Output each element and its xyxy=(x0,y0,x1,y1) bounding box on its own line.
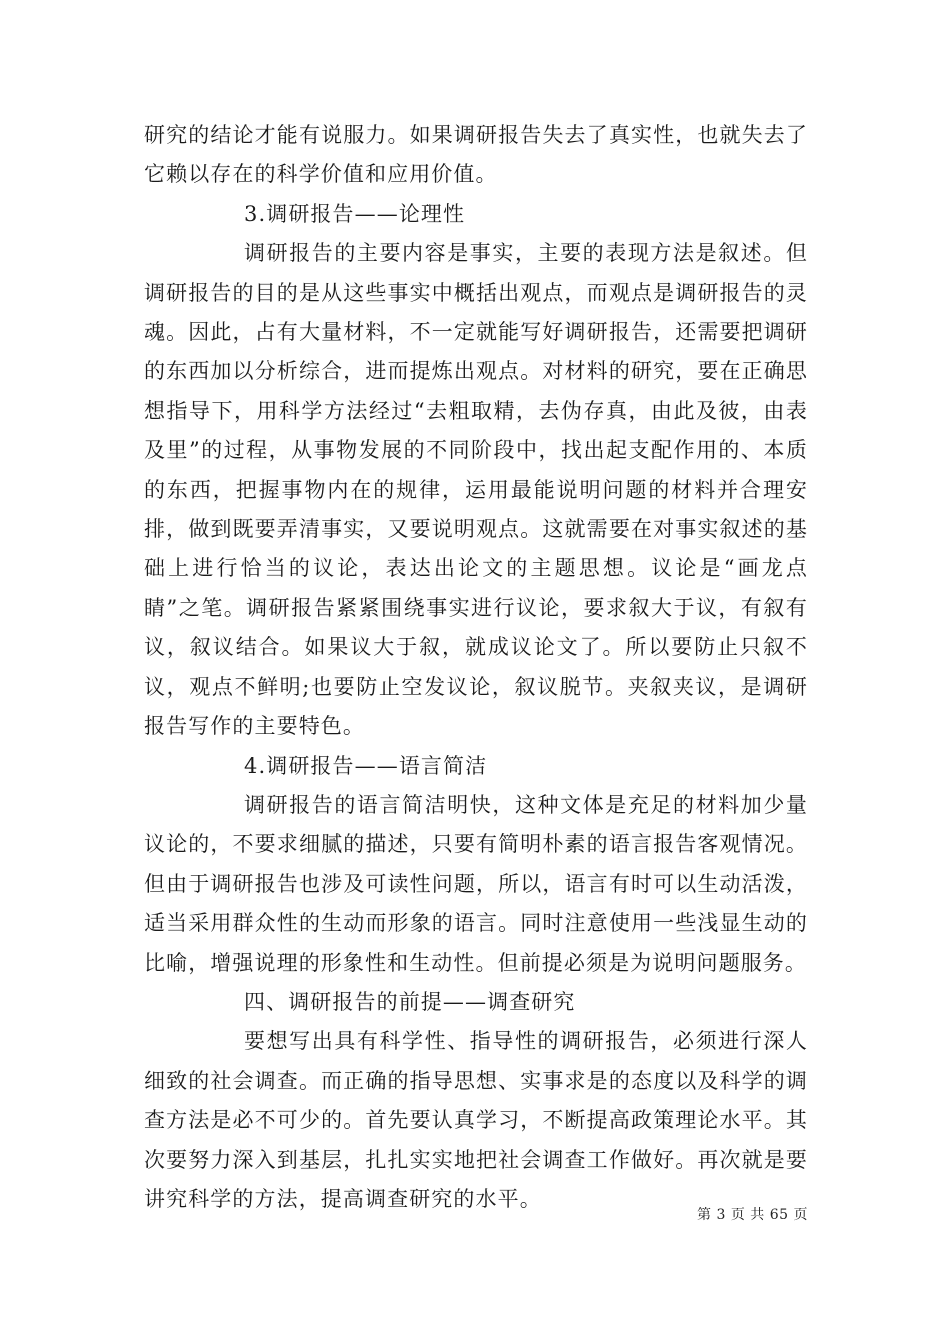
page-number: 第 3 页 共 65 页 xyxy=(697,1207,808,1223)
section-heading-3: 3.调研报告——论理性 xyxy=(244,201,466,226)
paragraph-language: 调研报告的语言简洁明快，这种文体是充足的材料加少量议论的，不要求细腻的描述，只要有简明朴素的语言报告客观情况。但由于调研报告也涉及可读性问题，所以，语言有时可以生动活泼，适当采用群众性的生动而形象的语言。同时注意使用一些浅显生动的比喻，增强说理的形象性和生动性。但前提必须是为说明问题服务。 xyxy=(144,792,808,975)
section-heading-four: 四、调研报告的前提——调查研究 xyxy=(244,989,576,1014)
section-heading-4: 4.调研报告——语言简洁 xyxy=(244,753,488,778)
document-body xyxy=(144,116,808,1219)
paragraph-argumentation: 调研报告的主要内容是事实，主要的表现方法是叙述。但调研报告的目的是从这些事实中概括出观点，而观点是调研报告的灵魂。因此，占有大量材料，不一定就能写好调研报告，还需要把调研的东西加以分析综合，进而提炼出观点。对材料的研究，要在正确思想指导下，用科学方法经过“去粗取精，去伪存真，由此及彼，由表及里”的过程，从事物发展的不同阶段中，找出起支配作用的、本质的东西，把握事物内在的规律，运用最能说明问题的材料并合理安排，做到既要弄清事实，又要说明观点。这就需要在对事实叙述的基础上进行恰当的议论，表达出论文的主题思想。议论是“画龙点睛”之笔。调研报告紧紧围绕事实进行议论，要求叙大于议，有叙有议，叙议结合。如果议大于叙，就成议论文了。所以要防止只叙不议，观点不鲜明;也要防止空发议论，叙议脱节。夹叙夹议，是调研报告写作的主要特色。 xyxy=(144,241,808,739)
paragraph-research: 要想写出具有科学性、指导性的调研报告，必须进行深人细致的社会调查。而正确的指导思想、实事求是的态度以及科学的调查方法是必不可少的。首先要认真学习，不断提高政策理论水平。其次要努力深入到基层，扎扎实实地把社会调查工作做好。再次就是要讲究科学的方法，提高调查研究的水平。 xyxy=(144,1029,808,1211)
paragraph-continuation: 研究的结论才能有说服力。如果调研报告失去了真实性，也就失去了它赖以存在的科学价值和应用价值。 xyxy=(144,123,808,187)
